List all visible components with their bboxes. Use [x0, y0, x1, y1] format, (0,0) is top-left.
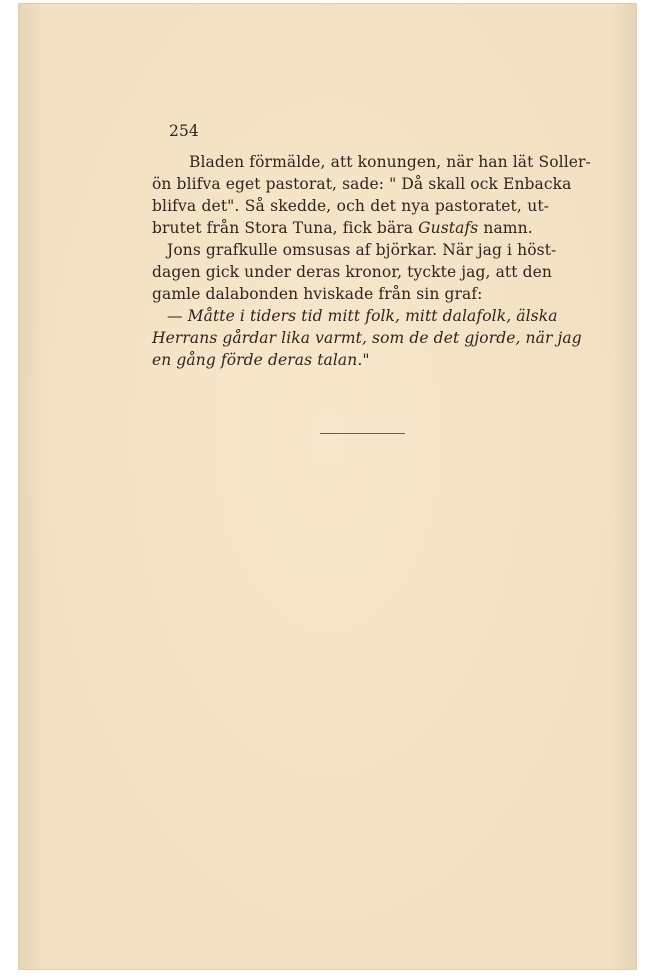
paragraph-2-line-2: dagen gick under deras kronor, tyckte jag, att den: [152, 263, 552, 281]
quote-line-1: — Måtte i tiders tid mitt folk, mitt dalafolk, älska: [167, 307, 558, 325]
paragraph-1-line-4-start: brutet från Stora Tuna, fick bära: [152, 219, 419, 237]
quote-line-2: Herrans gårdar lika varmt, som de det gjorde, när jag: [152, 329, 582, 347]
book-page: [19, 4, 636, 969]
emphasis-gustafs: Gustafs: [418, 219, 479, 237]
paragraph-1-line-3: blifva det". Så skedde, och det nya pastoratet, ut-: [152, 197, 549, 215]
quote-line-3: en gång förde deras talan.": [152, 351, 370, 369]
end-rule: [320, 433, 405, 434]
paragraph-1-line-2: ön blifva eget pastorat, sade: " Då skall ock Enbacka: [152, 175, 572, 193]
paragraph-1-line-1: Bladen förmälde, att konungen, när han lät Soller-: [189, 153, 591, 171]
paragraph-1-line-4-end: namn.: [478, 219, 533, 237]
paragraph-1-line-4: [152, 219, 549, 237]
page-number: 254: [169, 122, 199, 140]
paragraph-2-line-1: Jons grafkulle omsusas af björkar. När jag i höst-: [167, 241, 557, 259]
paragraph-2-line-3: gamle dalabonden hviskade från sin graf:: [152, 285, 483, 303]
